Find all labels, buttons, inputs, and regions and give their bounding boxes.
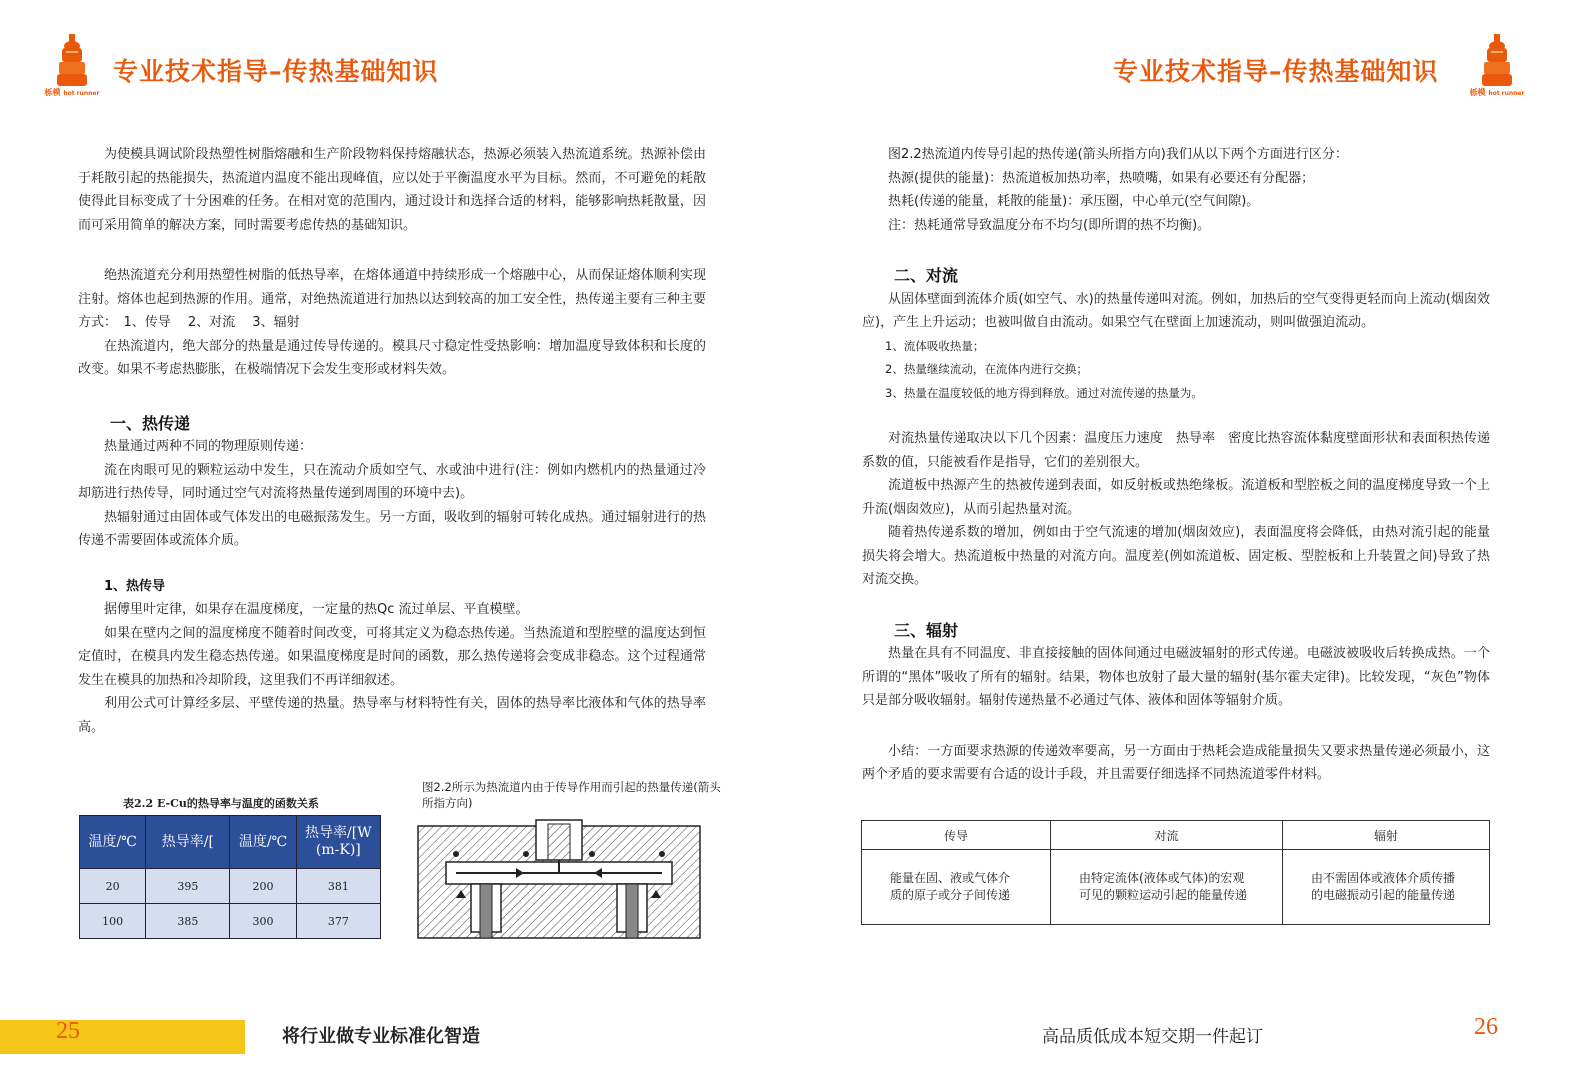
section-1-paragraph-1: 热量通过两种不同的物理原则传递： [104, 439, 313, 454]
page-number: 25 [56, 1018, 80, 1044]
intro-paragraph-3: 在热流道内，绝大部分的热量是通过传导传递的。模具尺寸稳定性受热影响：增加温度导致体积和长度的改变。如果不考虑热膨胀，在极端情况下会发生变形或材料失效。 [78, 338, 706, 377]
page-right [794, 0, 1587, 1077]
figure-note-paragraph-3: 热耗(传递的能量，耗散的能量)：承压圈，中心单元(空气间隙)。 [888, 194, 1260, 209]
table-cell: 381 [296, 869, 380, 904]
table-header-cell: 温度/℃ [230, 816, 296, 869]
section-2-paragraph-3: 流道板中热源产生的热被传递到表面，如反射板或热绝缘板。流道板和型腔板之间的温度梯度导致一个上升流(烟囱效应)，从而引起热量对流。 [862, 478, 1490, 517]
thermal-conductivity-table [79, 815, 381, 939]
table-header-cell: 温度/℃ [80, 816, 146, 869]
table-header-cell: 传导 [862, 821, 1051, 850]
table-cell: 300 [230, 904, 296, 939]
section-2-paragraph-2: 对流热量传递取决以下几个因素：温度压力速度 热导率 密度比热容流体黏度壁面形状和表面积热传递系数的值，只能被看作是指导，它们的差别很大。 [862, 431, 1490, 470]
section-2-list-item: 2、热量继续流动，在流体内进行交换； [885, 362, 1088, 376]
section-1-title: 一、热传递 [110, 413, 191, 433]
brand-name-cn: 栎模 [1469, 88, 1486, 97]
table-header-row [862, 821, 1490, 850]
table-row [80, 904, 381, 939]
table-cell: 377 [296, 904, 380, 939]
footer-bar [0, 1020, 245, 1054]
hot-runner-heat-conduction-figure [416, 818, 702, 940]
table-cell: 20 [80, 869, 146, 904]
table-cell: 385 [146, 904, 230, 939]
subsection-1-paragraph-3: 利用公式可计算经多层、平壁传递的热量。热导率与材料特性有关，固体的热导率比液体和气体的热导率高。 [78, 696, 706, 735]
figure-note-paragraph-2: 热源(提供的能量)：热流道板加热功率，热喷嘴，如果有必要还有分配器； [888, 170, 1315, 186]
brand-logo [1469, 34, 1525, 98]
table-cell: 由特定流体(液体或气体)的宏观可见的颗粒运动引起的能量传递 [1050, 850, 1282, 925]
header-title: 专业技术指导–传热基础知识 [1113, 57, 1439, 86]
brand-name-cn: 栎模 [44, 88, 61, 97]
table-cell: 200 [230, 869, 296, 904]
section-1-paragraph-2: 流在肉眼可见的颗粒运动中发生，只在流动介质如空气、水或油中进行(注：例如内燃机内的热量通过冷却筋进行热传导，同时通过空气对流将热量传递到周围的环境中去)。 [78, 462, 706, 501]
page-left [0, 0, 793, 1077]
intro-paragraph-1: 为使模具调试阶段热塑性树脂熔融和生产阶段物料保持熔融状态，热源必须装入热流道系统。热源补偿由于耗散引起的热能损失，热流道内温度不能出现峰值，应以处于平衡温度水平为目标。然而，不可避免的耗散使得此目标变成了十分困难的任务。在相对宽的范围内，通过设计和选择合适的材料，能够影响热耗散量，因而可采用简单的解决方案，同时需要考虑传热的基础知识。 [78, 147, 706, 233]
brand-name-en: hot runner [63, 90, 100, 97]
section-2-paragraph-4: 随着热传递系数的增加，例如由于空气流速的增加(烟囱效应)，表面温度将会降低，由热对流引起的能量损失将会增大。热流道板中热量的对流方向。温度差(例如流道板、固定板、型腔板和上升装置之间)导致了热对流交换。 [862, 525, 1490, 587]
table-header-cell: 对流 [1050, 821, 1282, 850]
section-2-title: 二、对流 [894, 266, 959, 285]
hot-runner-logo-icon [44, 34, 100, 88]
intro-paragraph-2: 绝热流道充分利用热塑性树脂的低热导率，在熔体通道中持续形成一个熔融中心，从而保证熔体顺利实现注射。熔体也起到热源的作用。通常，对绝热流道进行加热以达到较高的加工安全性，热传递主要有三种主要方式： 1、传导 2、对流 3、辐射 [78, 268, 706, 330]
section-3-title: 三、辐射 [894, 620, 959, 640]
figure-note-paragraph-4: 注：热耗通常导致温度分布不均匀(即所谓的热不均衡)。 [888, 217, 1211, 233]
subsection-1-paragraph-2: 如果在壁内之间的温度梯度不随着时间改变，可将其定义为稳态热传递。当热流道和型腔壁的温度达到恒定值时，在模具内发生稳态热传递。如果温度梯度是时间的函数，那么热传递将会变成非稳态。这个过程通常发生在模具的加热和冷却阶段，这里我们不再详细叙述。 [78, 625, 706, 688]
footer-slogan: 高品质低成本短交期一件起订 [1042, 1027, 1263, 1047]
summary-paragraph: 小结：一方面要求热源的传递效率要高，另一方面由于热耗会造成能量损失又要求热量传递必须最小，这两个矛盾的要求需要有合适的设计手段，并且需要仔细选择不同热流道零件材料。 [862, 743, 1490, 782]
footer-slogan: 将行业做专业标准化智造 [282, 1026, 480, 1047]
section-2-paragraph-1: 从固体壁面到流体介质(如空气、水)的热量传递叫对流。例如，加热后的空气变得更轻而向上流动(烟囱效应)，产生上升运动；也被叫做自由流动。如果空气在壁面上加速流动，则叫做强迫流动。 [862, 291, 1490, 330]
table-cell: 395 [146, 869, 230, 904]
section-2-list-item: 3、热量在温度较低的地方得到释放。通过对流传递的热量为。 [885, 385, 1203, 400]
brand-name-en: hot runner [1488, 90, 1525, 97]
table-cell: 100 [80, 904, 146, 939]
section-1-paragraph-3: 热辐射通过由固体或气体发出的电磁振荡发生。另一方面，吸收到的辐射可转化成热。通过辐射进行的热传递不需要固体或流体介质。 [78, 509, 706, 548]
table-cell: 能量在固、液或气体介质的原子或分子间传递 [862, 850, 1051, 925]
section-3-paragraph-1: 热量在具有不同温度、非直接接触的固体间通过电磁波辐射的形式传递。电磁波被吸收后转换成热。一个所谓的“黑体”吸收了所有的辐射。结果，物体也放射了最大量的辐射(基尔霍夫定律)。比较发现，“灰色”物体只是部分吸收辐射。辐射传递热量不必通过气体、液体和固体等辐射介质。 [862, 646, 1490, 708]
hot-runner-logo-icon [1469, 34, 1525, 88]
table-header-row [80, 816, 381, 869]
table-row [862, 850, 1490, 925]
section-2-list-item: 1、流体吸收热量； [885, 338, 985, 353]
left-body-text [78, 143, 706, 739]
table-caption: 表2.2 E-Cu的热导率与温度的函数关系 [123, 797, 319, 810]
figure-note-paragraph-1: 图2.2热流道内传导引起的热传递(箭头所指方向)我们从以下两个方面进行区分： [888, 147, 1348, 162]
table-cell: 由不需固体或液体介质传播的电磁振动引起的能量传递 [1282, 850, 1489, 925]
table-header-cell: 热导率/[ [146, 816, 230, 869]
right-body-text [862, 143, 1490, 787]
subsection-1-paragraph-1: 据傅里叶定律，如果存在温度梯度，一定量的热Qc 流过单层、平直模壁。 [104, 602, 529, 617]
page-number: 26 [1474, 1014, 1498, 1040]
header-title: 专业技术指导–传热基础知识 [113, 57, 439, 86]
table-header-cell: 热导率/[W (m-K)] [296, 816, 380, 869]
table-header-cell: 辐射 [1282, 821, 1489, 850]
brand-logo [44, 34, 100, 98]
subsection-1-title: 1、热传导 [104, 578, 166, 594]
table-row [80, 869, 381, 904]
figure-caption: 图2.2所示为热流道内由于传导作用而引起的热量传递(箭头所指方向) [422, 780, 721, 810]
heat-transfer-comparison-table [861, 820, 1490, 925]
